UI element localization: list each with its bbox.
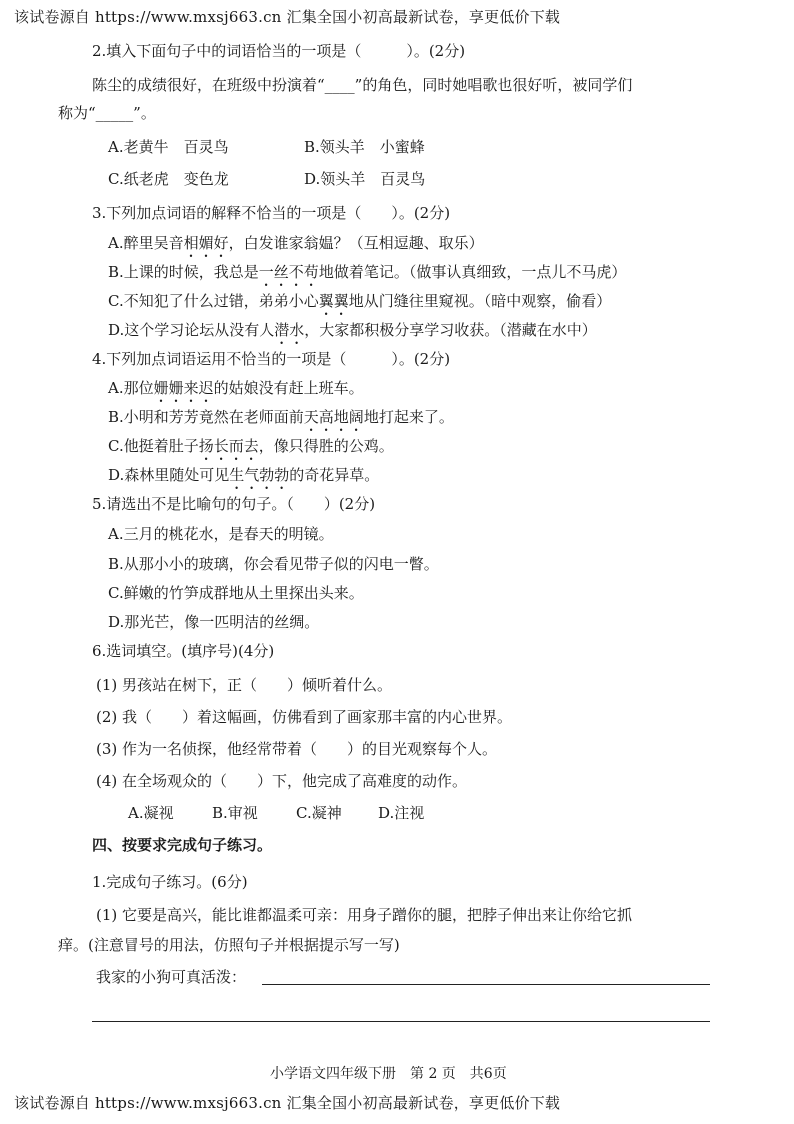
q4-c-post: ，像只得胜的公鸡。 <box>258 437 394 455</box>
q3-b-post: 地做着笔记。（做事认真细致，一点儿不马虎） <box>318 263 627 281</box>
answer-line-2[interactable] <box>92 1021 710 1022</box>
q4-option-d <box>108 466 379 493</box>
q2-option-d: D.领头羊 百灵鸟 <box>304 170 426 188</box>
q4-a-pre: A.那位 <box>108 379 154 397</box>
q3-a-post: ，白发谁家翁媪？（互相逗趣、取乐） <box>228 234 484 252</box>
section-4-q1-prompt: 我家的小狗可真活泼： <box>96 968 247 986</box>
q4-d-dotted-word: 生气勃勃 <box>229 466 290 484</box>
q6-choice-b: B.审视 <box>212 804 258 822</box>
q3-a-pre: A.醉里吴音 <box>108 234 184 252</box>
q5-option-b: B.从那小小的玻璃，你会看见带子似的闪电一瞥。 <box>108 555 439 573</box>
q4-b-post: 地打起来了。 <box>363 408 454 426</box>
q3-d-dotted-word: 潜水 <box>274 321 305 339</box>
q5-stem: 5.请选出不是比喻句的句子。（ ）(2分) <box>92 495 376 513</box>
q6-item-1: (1) 男孩站在树下，正（ ）倾听着什么。 <box>96 676 393 694</box>
q3-a-dotted-word: 相媚好 <box>183 234 229 252</box>
q6-item-3: (3) 作为一名侦探，他经常带着（ ）的目光观察每个人。 <box>96 740 498 758</box>
q3-option-c <box>108 292 611 319</box>
q3-d-post: ，大家都积极分享学习收获。（潜藏在水中） <box>304 321 597 339</box>
q2-stem: 2.填入下面句子中的词语恰当的一项是（ ）。(2分) <box>92 42 466 60</box>
q3-c-post: 地从门缝往里窥视。（暗中观察，偷看） <box>348 292 612 310</box>
q4-option-b <box>108 408 454 435</box>
q5-option-d: D.那光芒，像一匹明洁的丝绸。 <box>108 613 320 631</box>
q2-option-c: C.纸老虎 变色龙 <box>108 170 229 188</box>
q4-b-pre: B.小明和芳芳竟然在老师面前 <box>108 408 304 426</box>
q6-choice-c: C.凝神 <box>296 804 342 822</box>
q5-option-c: C.鲜嫩的竹笋成群地从土里探出头来。 <box>108 584 364 602</box>
q4-option-c <box>108 437 394 464</box>
q3-c-dotted-word: 翼翼 <box>318 292 349 310</box>
q3-b-pre: B.上课的时候，我总是 <box>108 263 259 281</box>
section-4-title: 四、按要求完成句子练习。 <box>92 836 273 854</box>
page-footer: 小学语文四年级下册 第 2 页 共6页 <box>270 1066 507 1082</box>
q4-option-a <box>108 379 364 406</box>
q3-option-b <box>108 263 626 290</box>
q4-b-dotted-word: 天高地阔 <box>303 408 364 426</box>
q3-d-pre: D.这个学习论坛从没有人 <box>108 321 275 339</box>
q4-d-pre: D.森林里随处可见 <box>108 466 230 484</box>
section-4-q1-text-line-2: 痒。(注意冒号的用法，仿照句子并根据提示写一写) <box>58 936 400 954</box>
q6-choice-a: A.凝视 <box>128 804 174 822</box>
q2-passage-line-2: 称为“_____”。 <box>58 104 156 122</box>
q3-option-d <box>108 321 597 348</box>
q4-c-dotted-word: 扬长而去 <box>198 437 259 455</box>
q6-choice-d: D.注视 <box>378 804 425 822</box>
q6-item-2: (2) 我（ ）着这幅画，仿佛看到了画家那丰富的内心世界。 <box>96 708 513 726</box>
q6-item-4: (4) 在全场观众的（ ）下，他完成了高难度的动作。 <box>96 772 468 790</box>
q4-a-dotted-word: 姗姗来迟 <box>153 379 214 397</box>
source-header: 该试卷源自 https://www.mxsj663.cn 汇集全国小初高最新试卷，享更低价下载 <box>14 8 561 26</box>
q4-stem: 4.下列加点词语运用不恰当的一项是（ ）。(2分) <box>92 350 451 368</box>
source-footer: 该试卷源自 https://www.mxsj663.cn 汇集全国小初高最新试卷，享更低价下载 <box>14 1094 561 1112</box>
q2-option-b: B.领头羊 小蜜蜂 <box>304 138 425 156</box>
q5-option-a: A.三月的桃花水，是春天的明镜。 <box>108 525 334 543</box>
q4-d-post: 的奇花异草。 <box>289 466 380 484</box>
q6-stem: 6.选词填空。(填序号)(4分) <box>92 642 275 660</box>
section-4-q1-text-line-1: (1) 它要是高兴，能比谁都温柔可亲：用身子蹭你的腿，把脖子伸出来让你给它抓 <box>96 906 633 924</box>
q4-a-post: 的姑娘没有赶上班车。 <box>213 379 364 397</box>
q3-b-dotted-word: 一丝不苟 <box>258 263 319 281</box>
answer-line-1[interactable] <box>262 984 710 985</box>
q2-passage-line-1: 陈尘的成绩很好，在班级中扮演着“____”的角色，同时她唱歌也很好听，被同学们 <box>92 76 633 94</box>
q3-c-pre: C.不知犯了什么过错，弟弟小心 <box>108 292 319 310</box>
section-4-q1-stem: 1.完成句子练习。(6分) <box>92 873 248 891</box>
q4-c-pre: C.他挺着肚子 <box>108 437 199 455</box>
q2-option-a: A.老黄牛 百灵鸟 <box>108 138 229 156</box>
q3-option-a <box>108 234 484 261</box>
q3-stem: 3.下列加点词语的解释不恰当的一项是（ ）。(2分) <box>92 204 451 222</box>
